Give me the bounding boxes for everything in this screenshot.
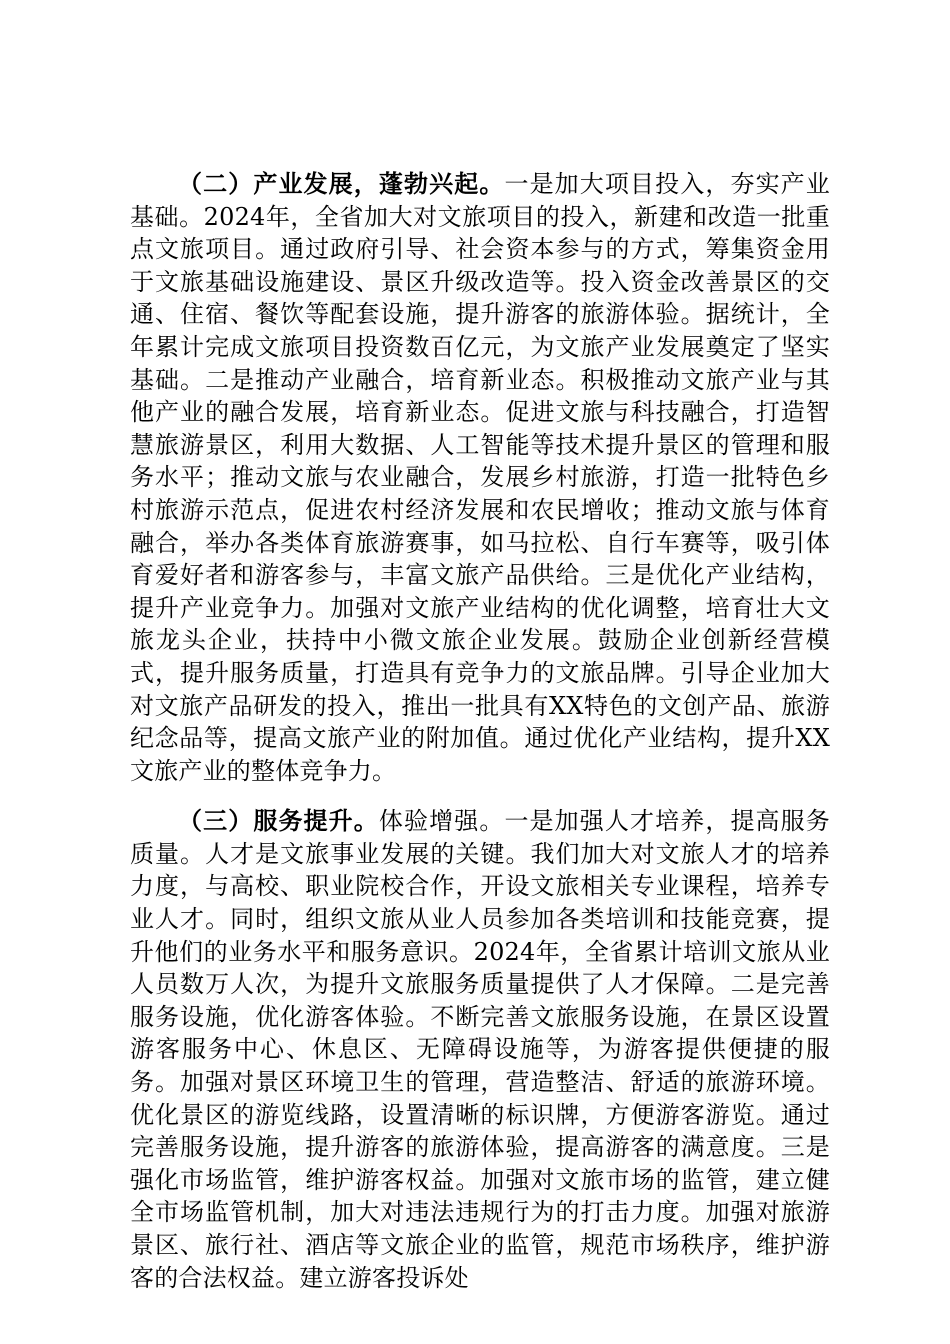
section-heading-industry-development: （二）产业发展，蓬勃兴起。 xyxy=(178,169,505,198)
paragraph-text-service-improvement: 体验增强。一是加强人才培养，提高服务质量。人才是文旅事业发展的关键。我们加大对文旅人才的培养力度，与高校、职业院校合作，开设文旅相关专业课程，培养专业人才。同时，组织文旅从业人员参加各类培训和技能竞赛，提升他们的业务水平和服务意识。2024年，全省累计培训文旅从业人员数万人次，为提升文旅服务质量提供了人才保障。二是完善服务设施，优化游客体验。不断完善文旅服务设施，在景区设置游客服务中心、休息区、无障碍设施等，为游客提供便捷的服务。加强对景区环境卫生的管理，营造整洁、舒适的旅游环境。优化景区的游览线路，设置清晰的标识牌，方便游客游览。通过完善服务设施，提升游客的旅游体验，提高游客的满意度。三是强化市场监管，维护游客权益。加强对文旅市场的监管，建立健全市场监管机制，加大对违法违规行为的打击力度。加强对旅游景区、旅行社、酒店等文旅企业的监管，规范市场秩序，维护游客的合法权益。建立游客投诉处 xyxy=(130,807,830,1292)
document-body xyxy=(130,168,830,1294)
paragraph-text-industry-development: 一是加大项目投入，夯实产业基础。2024年，全省加大对文旅项目的投入，新建和改造一批重点文旅项目。通过政府引导、社会资本参与的方式，筹集资金用于文旅基础设施建设、景区升级改造等。投入资金改善景区的交通、住宿、餐饮等配套设施，提升游客的旅游体验。据统计，全年累计完成文旅项目投资数百亿元，为文旅产业发展奠定了坚实基础。二是推动产业融合，培育新业态。积极推动文旅产业与其他产业的融合发展，培育新业态。促进文旅与科技融合，打造智慧旅游景区，利用大数据、人工智能等技术提升景区的管理和服务水平；推动文旅与农业融合，发展乡村旅游，打造一批特色乡村旅游示范点，促进农村经济发展和农民增收；推动文旅与体育融合，举办各类体育旅游赛事，如马拉松、自行车赛等，吸引体育爱好者和游客参与，丰富文旅产品供给。三是优化产业结构，提升产业竞争力。加强对文旅产业结构的优化调整，培育壮大文旅龙头企业，扶持中小微文旅企业发展。鼓励企业创新经营模式，提升服务质量，打造具有竞争力的文旅品牌。引导企业加大对文旅产品研发的投入，推出一批具有XX特色的文创产品、旅游纪念品等，提高文旅产业的附加值。通过优化产业结构，提升XX文旅产业的整体竞争力。 xyxy=(130,170,830,785)
paragraph-service-improvement xyxy=(130,805,830,1294)
paragraph-industry-development xyxy=(130,168,830,787)
section-heading-service-improvement: （三）服务提升。 xyxy=(178,806,379,836)
